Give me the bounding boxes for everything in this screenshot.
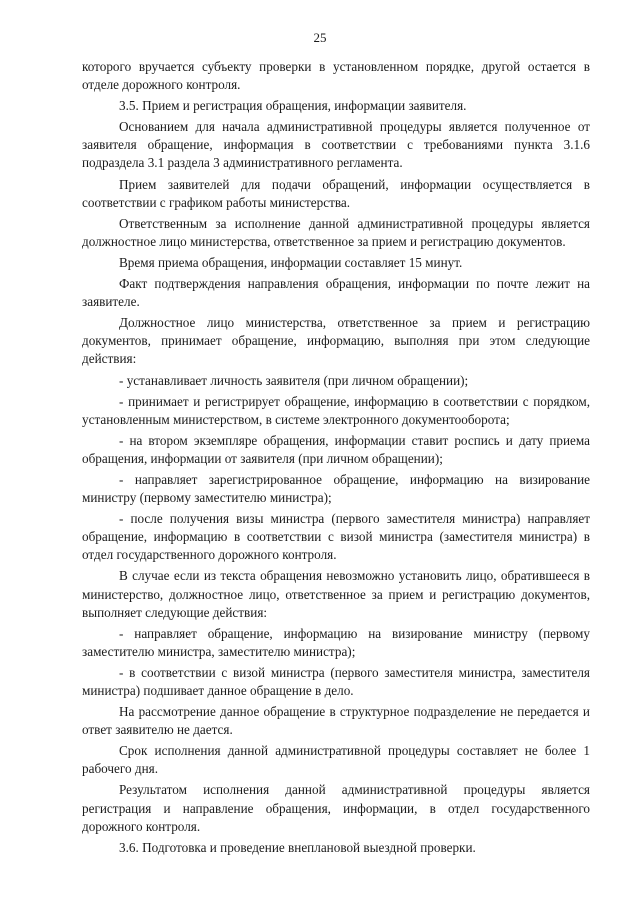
paragraph: Результатом исполнения данной административной процедуры является регистрация и направление обращения, информации, в отдел государственного дорожного контроля. (82, 782, 590, 834)
paragraph: Должностное лицо министерства, ответственное за прием и регистрацию документов, принимает обращение, информацию, выполняя при этом следующие действия: (82, 315, 590, 367)
list-item: - направляет обращение, информацию на визирование министру (первому заместителю министра, заместителю министра); (82, 625, 590, 659)
paragraph: В случае если из текста обращения невозможно установить лицо, обратившееся в министерство, должностное лицо, ответственное за прием и регистрацию документов, выполняет следующие действия: (82, 568, 590, 620)
page-number: 25 (313, 30, 327, 45)
paragraph: Факт подтверждения направления обращения, информации по почте лежит на заявителе. (82, 276, 590, 310)
list-item: - в соответствии с визой министра (первого заместителя министра, заместителя министра) подшивает данное обращение в дело. (82, 664, 590, 698)
document-body (82, 58, 590, 860)
paragraph: Время приема обращения, информации составляет 15 минут. (119, 254, 463, 270)
paragraph: На рассмотрение данное обращение в структурное подразделение не передается и ответ заявителю не дается. (82, 704, 590, 738)
list-item: - устанавливает личность заявителя (при личном обращении); (119, 372, 469, 388)
paragraph: Основанием для начала административной процедуры является полученное от заявителя обращение, информация в соответствии с требованиями пункта 3.1.6 подраздела 3.1 раздела 3 административного регламента. (82, 119, 590, 171)
list-item: - после получения визы министра (первого заместителя министра) направляет обращение, информацию в соответствии с визой министра (заместителя министра) в отдел государственного дорожного контроля. (82, 511, 590, 563)
list-item: - направляет зарегистрированное обращение, информацию на визирование министру (первому заместителю министра); (82, 471, 590, 506)
list-item: - принимает и регистрирует обращение, информацию в соответствии с порядком, установленным министерством, в системе электронного документооборота; (82, 393, 590, 427)
section-heading: 3.6. Подготовка и проведение внеплановой выездной проверки. (119, 839, 476, 855)
paragraph: Прием заявителей для подачи обращений, информации осуществляется в соответствии с графиком работы министерства. (82, 176, 590, 210)
paragraph: которого вручается субъекту проверки в установленном порядке, другой остается в отделе дорожного контроля. (82, 59, 590, 93)
list-item: - на втором экземпляре обращения, информации ставит роспись и дату приема обращения, информации от заявителя (при личном обращении); (82, 432, 590, 466)
section-heading: 3.5. Прием и регистрация обращения, информации заявителя. (119, 98, 467, 114)
paragraph: Ответственным за исполнение данной административной процедуры является должностное лицо министерства, ответственное за прием и регистрацию документов. (82, 215, 590, 249)
paragraph: Срок исполнения данной административной процедуры составляет не более 1 рабочего дня. (82, 743, 590, 777)
